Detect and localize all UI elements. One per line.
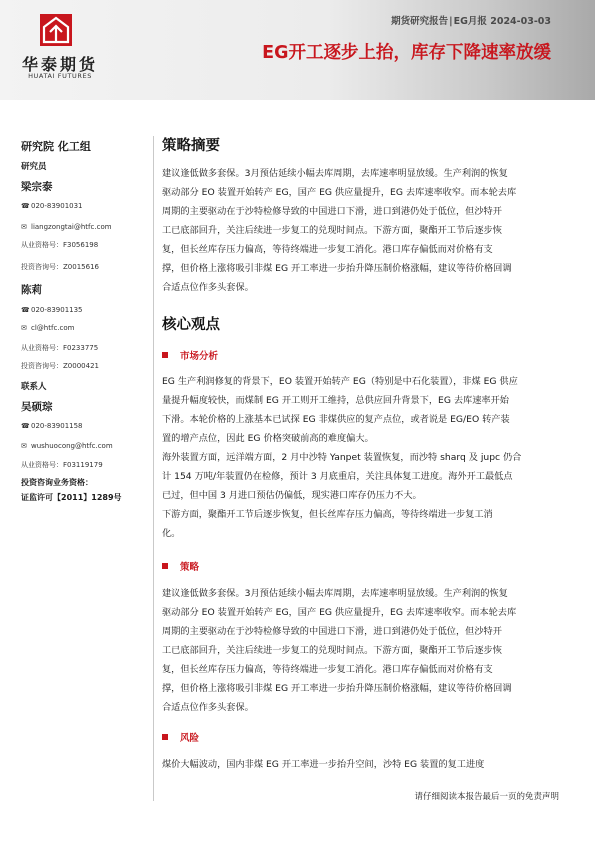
risk-paragraph — [162, 755, 484, 774]
analyst-phone: ☎ 020-83901031 — [21, 202, 83, 210]
contact-license: 从业资格号： F03119179 — [21, 461, 103, 469]
strategy-paragraph — [162, 584, 516, 717]
text-line: EG 生产利润修复的背景下，EO 装置开始转产 EG（特别是中石化装置），非煤 EG 供应 — [162, 376, 518, 387]
analyst-license: 从业资格号： F3056198 — [21, 241, 99, 249]
text-line: 复，但长丝库存压力偏高，等待终端进一步复工消化。港口库存偏低而对价格有支 — [162, 244, 493, 255]
meta-divider: | — [449, 16, 453, 27]
bullet-square-icon — [162, 734, 168, 740]
qualification-number: 证监许可【2011】1289号 — [21, 493, 122, 502]
text-line: 量提升幅度较快，而煤制 EG 开工则开工维持，总供应回升背景下，EG 去库速率开始 — [162, 395, 509, 406]
contact-phone: ☎ 020-83901158 — [21, 422, 83, 430]
text-line: 合适点位作多头套保。 — [162, 282, 254, 293]
column-divider — [153, 136, 154, 801]
analyst-invest-no: 投资咨询号： Z0015616 — [21, 263, 99, 271]
report-subtype: EG月报 — [453, 16, 487, 27]
core-title: 核心观点 — [162, 317, 220, 333]
market-analysis-paragraph — [162, 372, 521, 543]
phone-icon: ☎ — [21, 202, 30, 210]
disclaimer-note: 请仔细阅读本报告最后一页的免责声明 — [414, 792, 559, 802]
text-line: 驱动部分 EO 装置开始转产 EG，国产 EG 供应量提升，EG 去库速率收窄。而本轮去库 — [162, 187, 517, 198]
analyst-invest-no: 投资咨询号： Z0000421 — [21, 362, 99, 370]
report-type: 期货研究报告 — [391, 16, 449, 27]
text-line: 建议逢低做多套保。3月预估延续小幅去库周期，去库速率明显放缓。生产利润的恢复 — [162, 168, 508, 179]
text-line: 海外装置方面，远洋端方面，2 月中沙特 Yanpet 装置恢复，而沙特 sharq 及 jupc 仍合 — [162, 452, 522, 463]
logo-text-en: HUATAI FUTURES — [28, 72, 92, 80]
text-line: 下游方面，聚酯开工节后逐步恢复，但长丝库存压力偏高，等待终端进一步复工消 — [162, 509, 493, 520]
report-date: 2024-03-03 — [490, 16, 551, 27]
text-line: 建议逢低做多套保。3月预估延续小幅去库周期，去库速率明显放缓。生产利润的恢复 — [162, 588, 508, 599]
qualification-label: 投资咨询业务资格： — [21, 478, 93, 487]
summary-title: 策略摘要 — [162, 138, 220, 154]
phone-icon: ☎ — [21, 306, 30, 314]
analyst-email[interactable]: ✉ cl@htfc.com — [21, 324, 75, 332]
summary-paragraph — [162, 164, 516, 297]
bullet-square-icon — [162, 352, 168, 358]
risk-heading: 风险 — [162, 730, 199, 744]
department: 研究院 化工组 — [21, 140, 91, 153]
text-line: 工已底部回升，关注后续进一步复工的兑现时间点。下游方面，聚酯开工节后逐步恢 — [162, 225, 502, 236]
report-header — [0, 0, 595, 100]
phone-icon: ☎ — [21, 422, 30, 430]
analyst-name: 陈莉 — [21, 284, 42, 296]
text-line: 下滑。本轮价格的上涨基本已试探 EG 非煤供应的复产点位，或者说是 EG/EO 转产装 — [162, 414, 510, 425]
text-line: 计 154 万吨/年装置仍在检修，预计 3 月底重启，关注具体复工进度。海外开工最低点 — [162, 471, 513, 482]
market-analysis-heading: 市场分析 — [162, 348, 218, 362]
researcher-label: 研究员 — [21, 162, 47, 172]
huatai-logo-icon — [40, 14, 72, 46]
text-line: 化。 — [162, 528, 181, 539]
logo-text-cn: 华泰期货 — [21, 55, 98, 74]
email-icon: ✉ — [21, 324, 27, 332]
text-line: 置的增产点位，因此 EG 价格突破前高的难度偏大。 — [162, 433, 374, 444]
email-icon: ✉ — [21, 442, 27, 450]
report-meta — [391, 13, 551, 27]
report-title: EG开工逐步上抬，库存下降速率放缓 — [262, 43, 551, 63]
strategy-heading: 策略 — [162, 559, 199, 573]
text-line: 周期的主要驱动在于沙特检修导致的中国进口下滑，进口到港仍处于低位，但沙特开 — [162, 626, 502, 637]
analyst-license: 从业资格号： F0233775 — [21, 344, 99, 352]
analyst-email[interactable]: ✉ liangzongtai@htfc.com — [21, 223, 112, 231]
analyst-phone: ☎ 020-83901135 — [21, 306, 83, 314]
text-line: 复，但长丝库存压力偏高，等待终端进一步复工消化。港口库存偏低而对价格有支 — [162, 664, 493, 675]
bullet-square-icon — [162, 563, 168, 569]
email-icon: ✉ — [21, 223, 27, 231]
text-line: 撑，但价格上涨将吸引非煤 EG 开工率进一步抬升降压制价格涨幅，建议等待价格回调 — [162, 263, 512, 274]
analyst-name: 梁宗泰 — [21, 181, 53, 193]
contact-name: 吴硕琮 — [21, 401, 53, 413]
text-line: 周期的主要驱动在于沙特检修导致的中国进口下滑，进口到港仍处于低位，但沙特开 — [162, 206, 502, 217]
text-line: 煤价大幅波动，国内非煤 EG 开工率进一步抬升空间，沙特 EG 装置的复工进度 — [162, 759, 485, 770]
text-line: 驱动部分 EO 装置开始转产 EG，国产 EG 供应量提升，EG 去库速率收窄。而本轮去库 — [162, 607, 517, 618]
text-line: 撑，但价格上涨将吸引非煤 EG 开工率进一步抬升降压制价格涨幅，建议等待价格回调 — [162, 683, 512, 694]
text-line: 合适点位作多头套保。 — [162, 702, 254, 713]
contact-email[interactable]: ✉ wushuocong@htfc.com — [21, 442, 113, 450]
text-line: 已过，但中国 3 月进口预估仍偏低，现实港口库存仍压力不大。 — [162, 490, 422, 501]
contact-label: 联系人 — [21, 382, 47, 392]
text-line: 工已底部回升，关注后续进一步复工的兑现时间点。下游方面，聚酯开工节后逐步恢 — [162, 645, 502, 656]
